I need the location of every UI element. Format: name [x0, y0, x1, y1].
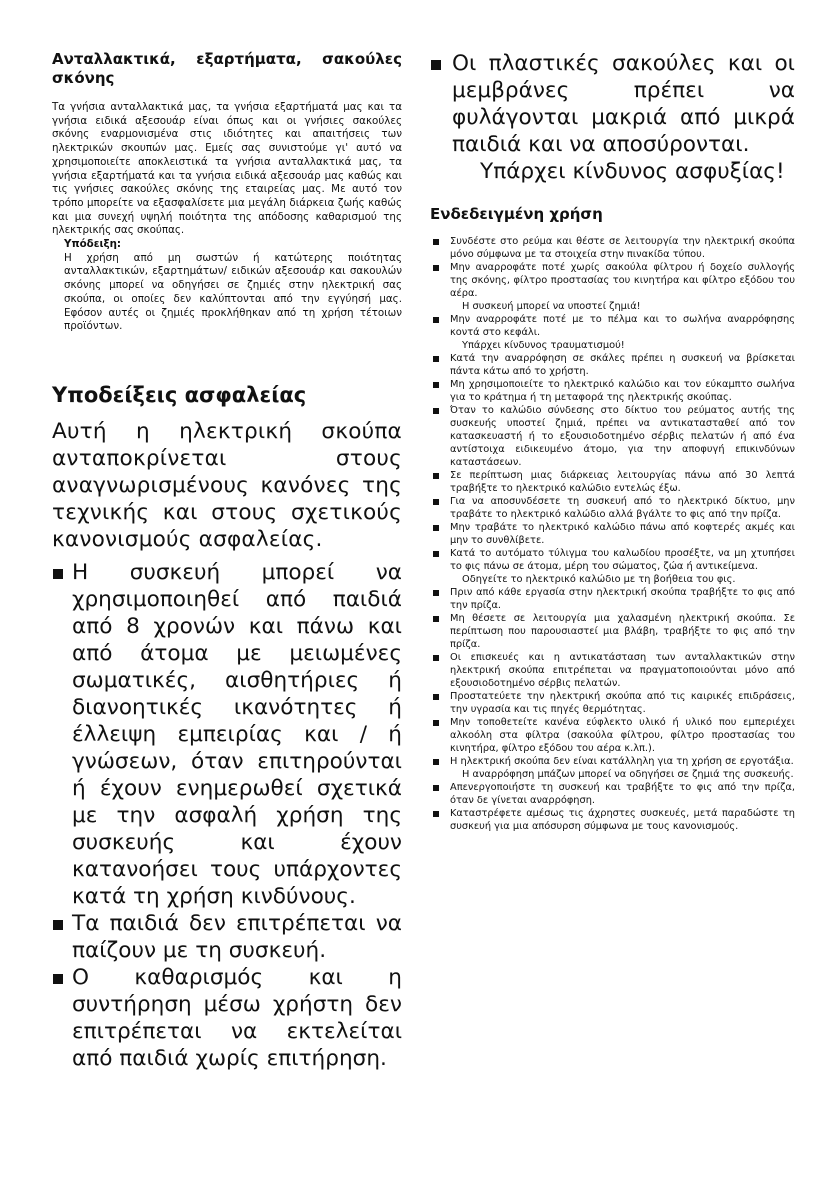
bullet-icon — [433, 499, 439, 505]
list-item-text: Προστατεύετε την ηλεκτρική σκούπα από τις καιρικές επιδράσεις, την υγρασία και τις πηγές θερμότητας. — [450, 691, 795, 715]
bullet-icon — [53, 974, 63, 984]
bullet-icon — [433, 408, 439, 414]
list-item — [430, 807, 795, 833]
list-item — [430, 651, 795, 690]
list-item — [430, 313, 795, 352]
list-item — [430, 716, 795, 755]
bullet-icon — [433, 616, 439, 622]
list-item-text: Απενεργοποιήστε τη συσκευή και τραβήξτε το φις από την πρίζα, όταν δε γίνεται αναρρόφηση. — [450, 782, 795, 806]
safety-intro: Αυτή η ηλεκτρική σκούπα ανταποκρίνεται στους αναγνωρισμένους κανόνες της τεχνικής και στους σχετικούς κανονισμούς ασφαλείας. — [52, 418, 402, 552]
list-item-text: Μην αναρροφάτε ποτέ χωρίς σακούλα φίλτρου ή δοχείο συλλογής της σκόνης, φίλτρο προστασίας του κινητήρα και φίλτρο εξόδου του αέρα. — [450, 262, 795, 299]
list-item — [430, 352, 795, 378]
list-item — [430, 378, 795, 404]
list-item — [430, 261, 795, 313]
safety-item: Η συσκευή μπορεί να χρησιμοποιηθεί από παιδιά από 8 χρονών και πάνω και από άτομα με μειωμένες σωματικές, αισθητήριες ή διανοητικές ικανότητες ή έλλειψη εμπειρίας και / ή γνώσεων, όταν επιτηρούνται ή έχουν ενημερωθεί σχετικά με την ασφαλή χρήση της συσκευής και έχουν κατανοήσει τους υπάρχοντες κατά τη χρήση κινδύνους. — [52, 559, 402, 910]
list-item-note: Υπάρχει κίνδυνος τραυματισμού! — [462, 340, 625, 351]
bag-warning-list — [430, 50, 795, 158]
list-item-text: Καταστρέφετε αμέσως τις άχρηστες συσκευές, μετά παραδώστε τη συσκευή για μια απόσυρση σύμφωνα με τους κανονισμούς. — [450, 808, 795, 832]
list-item-text: Μη χρησιμοποιείτε το ηλεκτρικό καλώδιο και τον εύκαμπτο σωλήνα για το κράτημα ή τη μεταφορά της ηλεκτρικής σκούπας. — [450, 379, 795, 403]
list-item-text: Οι επισκευές και η αντικατάσταση των ανταλλακτικών στην ηλεκτρική σκούπα επιτρέπεται να πραγματοποιούνται μόνο από εξουσιοδοτημένο σέρβις πελατών. — [450, 652, 795, 689]
bullet-icon — [433, 317, 439, 323]
list-item — [430, 547, 795, 586]
list-item-text: Πριν από κάθε εργασία στην ηλεκτρική σκούπα τραβήξτε το φις από την πρίζα. — [450, 587, 795, 611]
list-item-text: Η ηλεκτρική σκούπα δεν είναι κατάλληλη για τη χρήση σε εργοτάξια. — [450, 756, 794, 767]
list-item — [430, 612, 795, 651]
list-item-note: Η αναρρόφηση μπάζων μπορεί να οδηγήσει σε ζημιά της συσκευής. — [462, 769, 794, 780]
bullet-icon — [433, 759, 439, 765]
right-column — [430, 50, 795, 833]
list-item-note: Η συσκευή μπορεί να υποστεί ζημιά! — [462, 301, 641, 312]
list-item-text: Μην αναρροφάτε ποτέ με το πέλμα και το σωλήνα αναρρόφησης κοντά στο κεφάλι. — [450, 314, 795, 338]
intended-use-heading: Ενδεδειγμένη χρήση — [430, 205, 603, 223]
bullet-icon — [433, 551, 439, 557]
bullet-icon — [433, 785, 439, 791]
list-item — [430, 235, 795, 261]
list-item — [430, 586, 795, 612]
list-item-text: Μην τραβάτε το ηλεκτρικό καλώδιο πάνω από κοφτερές ακμές και μην το συνθλίβετε. — [450, 522, 795, 546]
list-item-text: Συνδέστε στο ρεύμα και θέστε σε λειτουργία την ηλεκτρική σκούπα μόνο σύμφωνα με τα στοιχεία στην πινακίδα τύπου. — [450, 236, 795, 260]
bullet-icon — [53, 920, 63, 930]
bullet-icon — [433, 720, 439, 726]
bullet-icon — [433, 356, 439, 362]
bullet-icon — [433, 811, 439, 817]
bullet-icon — [433, 655, 439, 661]
bullet-icon — [433, 590, 439, 596]
spare-parts-paragraph: Τα γνήσια ανταλλακτικά μας, τα γνήσια εξαρτήματά μας και τα γνήσια ειδικά αξεσουάρ είναι όπως και οι γνήσιες σακούλες σκόνης εναρμονισμένα στις ιδιότητες και απαιτήσεις των ηλεκτρικών σκουπών μας. Εμείς σας συνιστούμε γι' αυτό να χρησιμοποιείτε αποκλειστικά τα γνήσια ανταλλακτικά μας, τα γνήσια εξαρτήματά και τα γνήσια ειδικά αξεσουάρ μας καθώς και τις γνήσιες σακούλες σκόνης της εταιρείας μας. Με αυτό τον τρόπο μπορείτε να εξασφαλίσετε μια μεγάλη διάρκεια ζωής καθώς και μια συνεχή υψηλή ποιότητα της απόδοσης καθαρισμού της ηλεκτρικής σας σκούπας. — [52, 101, 402, 237]
list-item — [430, 781, 795, 807]
note-title: Υπόδειξη: — [64, 238, 122, 251]
suffocation-warning: Υπάρχει κίνδυνος ασφυξίας! — [480, 159, 785, 184]
list-item — [430, 690, 795, 716]
list-item-text: Όταν το καλώδιο σύνδεσης στο δίκτυο του ρεύματος αυτής της συσκευής υποστεί ζημιά, πρέπει να αντικατασταθεί από τον κατασκευαστή ή το εξουσιοδοτημένο σέρβις πελατών ή από ένα αντίστοιχα ειδικευμένο άτομο, για την αποφυγή επικινδύνων καταστάσεων. — [450, 405, 795, 468]
bullet-icon — [433, 473, 439, 479]
note-body: Η χρήση από μη σωστών ή κατώτερης ποιότητας ανταλλακτικών, εξαρτημάτων/ ειδικών αξεσουάρ και σακουλών σκόνης μπορεί να οδηγήσει σε ζημιές στην ηλεκτρική σας σκούπα, οι οποίες δεν καλύπτονται από την εγγύησή μας. Εφόσον αυτές οι ζημιές προκλήθηκαν από τη χρήση τέτοιων προϊόντων. — [64, 251, 402, 333]
list-item-text: Κατά το αυτόματο τύλιγμα του καλωδίου προσέξτε, να μη χτυπήσει το φις πάνω σε άτομα, μέρη του σώματος, ζώα ή αντικείμενα. — [450, 548, 795, 572]
bullet-icon — [433, 694, 439, 700]
bullet-icon — [431, 60, 441, 70]
intended-use-list — [430, 235, 795, 833]
list-item — [430, 495, 795, 521]
spare-parts-heading: Ανταλλακτικά, εξαρτήματα, σακούλες σκόνης — [52, 50, 402, 87]
safety-item: Ο καθαρισμός και η συντήρηση μέσω χρήστη δεν επιτρέπεται να εκτελείται από παιδιά χωρίς επιτήρηση. — [52, 964, 402, 1072]
list-item — [430, 521, 795, 547]
list-item-text: Μην τοποθετείτε κανένα εύφλεκτο υλικό ή υλικό που εμπεριέχει αλκοόλη στα φίλτρα (σακούλα φίλτρου, φίλτρο προστασίας του κινητήρα, φίλτρο εξόδου του αέρα κ.λπ.). — [450, 717, 795, 754]
safety-heading: Υποδείξεις ασφαλείας — [52, 382, 307, 407]
list-item — [430, 469, 795, 495]
list-item — [430, 755, 795, 781]
bullet-icon — [433, 265, 439, 271]
list-item — [430, 404, 795, 469]
list-item-text: Μη θέσετε σε λειτουργία μια χαλασμένη ηλεκτρική σκούπα. Σε περίπτωση που παρουσιαστεί μια βλάβη, τραβήξτε το φις από την πρίζα. — [450, 613, 795, 650]
left-column — [52, 50, 402, 1072]
list-item-text: Για να αποσυνδέσετε τη συσκευή από το ηλεκτρικό δίκτυο, μην τραβάτε το ηλεκτρικό καλώδιο αλλά βγάλτε το φις από την πρίζα. — [450, 496, 795, 520]
list-item-text: Σε περίπτωση μιας διάρκειας λειτουργίας πάνω από 30 λεπτά τραβήξτε το ηλεκτρικό καλώδιο εντελώς έξω. — [450, 470, 795, 494]
bag-warning: Οι πλαστικές σακούλες και οι μεμβράνες πρέπει να φυλάγονται μακριά από μικρά παιδιά και να αποσύρονται. — [430, 50, 795, 158]
list-item-text: Κατά την αναρρόφηση σε σκάλες πρέπει η συσκευή να βρίσκεται πάντα κάτω από το χρήστη. — [450, 353, 795, 377]
bullet-icon — [53, 569, 63, 579]
list-item-note: Οδηγείτε το ηλεκτρικό καλώδιο με τη βοήθεια του φις. — [462, 574, 736, 585]
bullet-icon — [433, 382, 439, 388]
safety-item: Τα παιδιά δεν επιτρέπεται να παίζουν με τη συσκευή. — [52, 910, 402, 964]
bullet-icon — [433, 525, 439, 531]
bullet-icon — [433, 239, 439, 245]
safety-list — [52, 559, 402, 1072]
